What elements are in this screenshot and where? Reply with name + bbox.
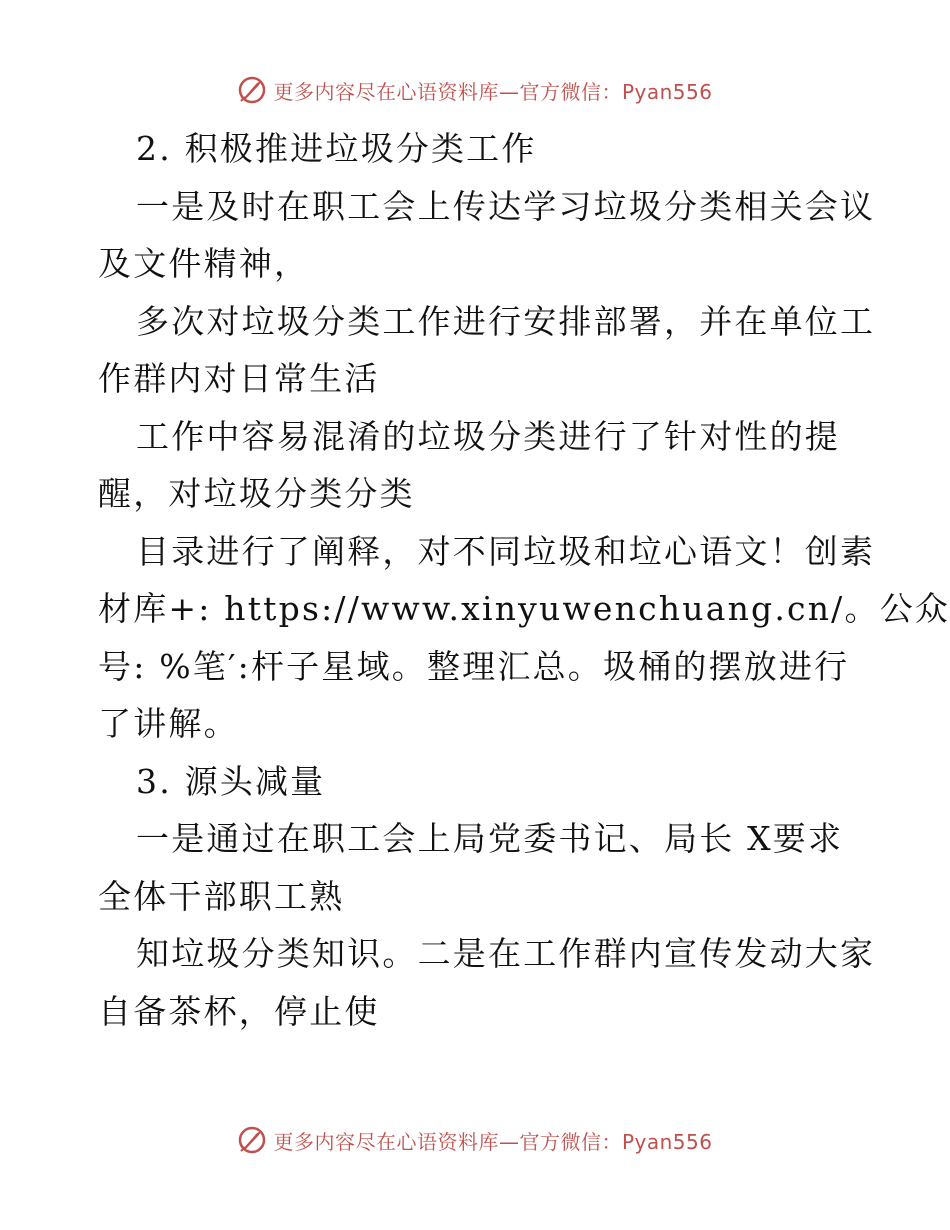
paragraph-line: 作群内对日常生活 — [98, 359, 380, 398]
paragraph-line: 目录进行了阐释，对不同垃圾和垃心语文！创素 — [136, 531, 876, 571]
paragraph-line: 号: %笔′:杆子星域。整理汇总。圾桶的摆放进行 — [98, 646, 850, 686]
footer-banner-text: 更多内容尽在心语资料库—官方微信：Pyan556 — [273, 1129, 713, 1154]
quill-pen-logo-icon — [237, 1125, 267, 1155]
paragraph-line: 了讲解。 — [98, 704, 239, 743]
paragraph-line: 多次对垃圾分类工作进行安排部署，并在单位工 — [136, 301, 876, 341]
paragraph-line: 知垃圾分类知识。二是在工作群内宣传发动大家 — [136, 934, 876, 973]
section-heading-2: 2. 积极推进垃圾分类工作 — [136, 129, 537, 168]
paragraph-line: 及文件精神， — [98, 244, 310, 283]
header-banner-text: 更多内容尽在心语资料库—官方微信：Pyan556 — [273, 79, 713, 104]
paragraph-line: 醒，对垃圾分类分类 — [98, 474, 415, 513]
paragraph-line: 一是通过在职工会上局党委书记、局长 X要求 — [136, 819, 844, 858]
header-banner — [0, 70, 950, 110]
paragraph-line: 材库+: https://www.xinyuwenchuang.cn/。公众 — [98, 589, 950, 628]
paragraph-line: 自备茶杯，停止使 — [98, 991, 380, 1031]
paragraph-line: 工作中容易混淆的垃圾分类进行了针对性的提 — [136, 416, 840, 456]
footer-banner — [0, 1120, 950, 1160]
paragraph-line: 一是及时在职工会上传达学习垃圾分类相关会议 — [136, 186, 876, 226]
quill-pen-logo-icon — [237, 75, 267, 105]
paragraph-line: 全体干部职工熟 — [98, 876, 345, 916]
section-heading-3: 3. 源头减量 — [136, 761, 326, 801]
document-body — [98, 120, 950, 1040]
